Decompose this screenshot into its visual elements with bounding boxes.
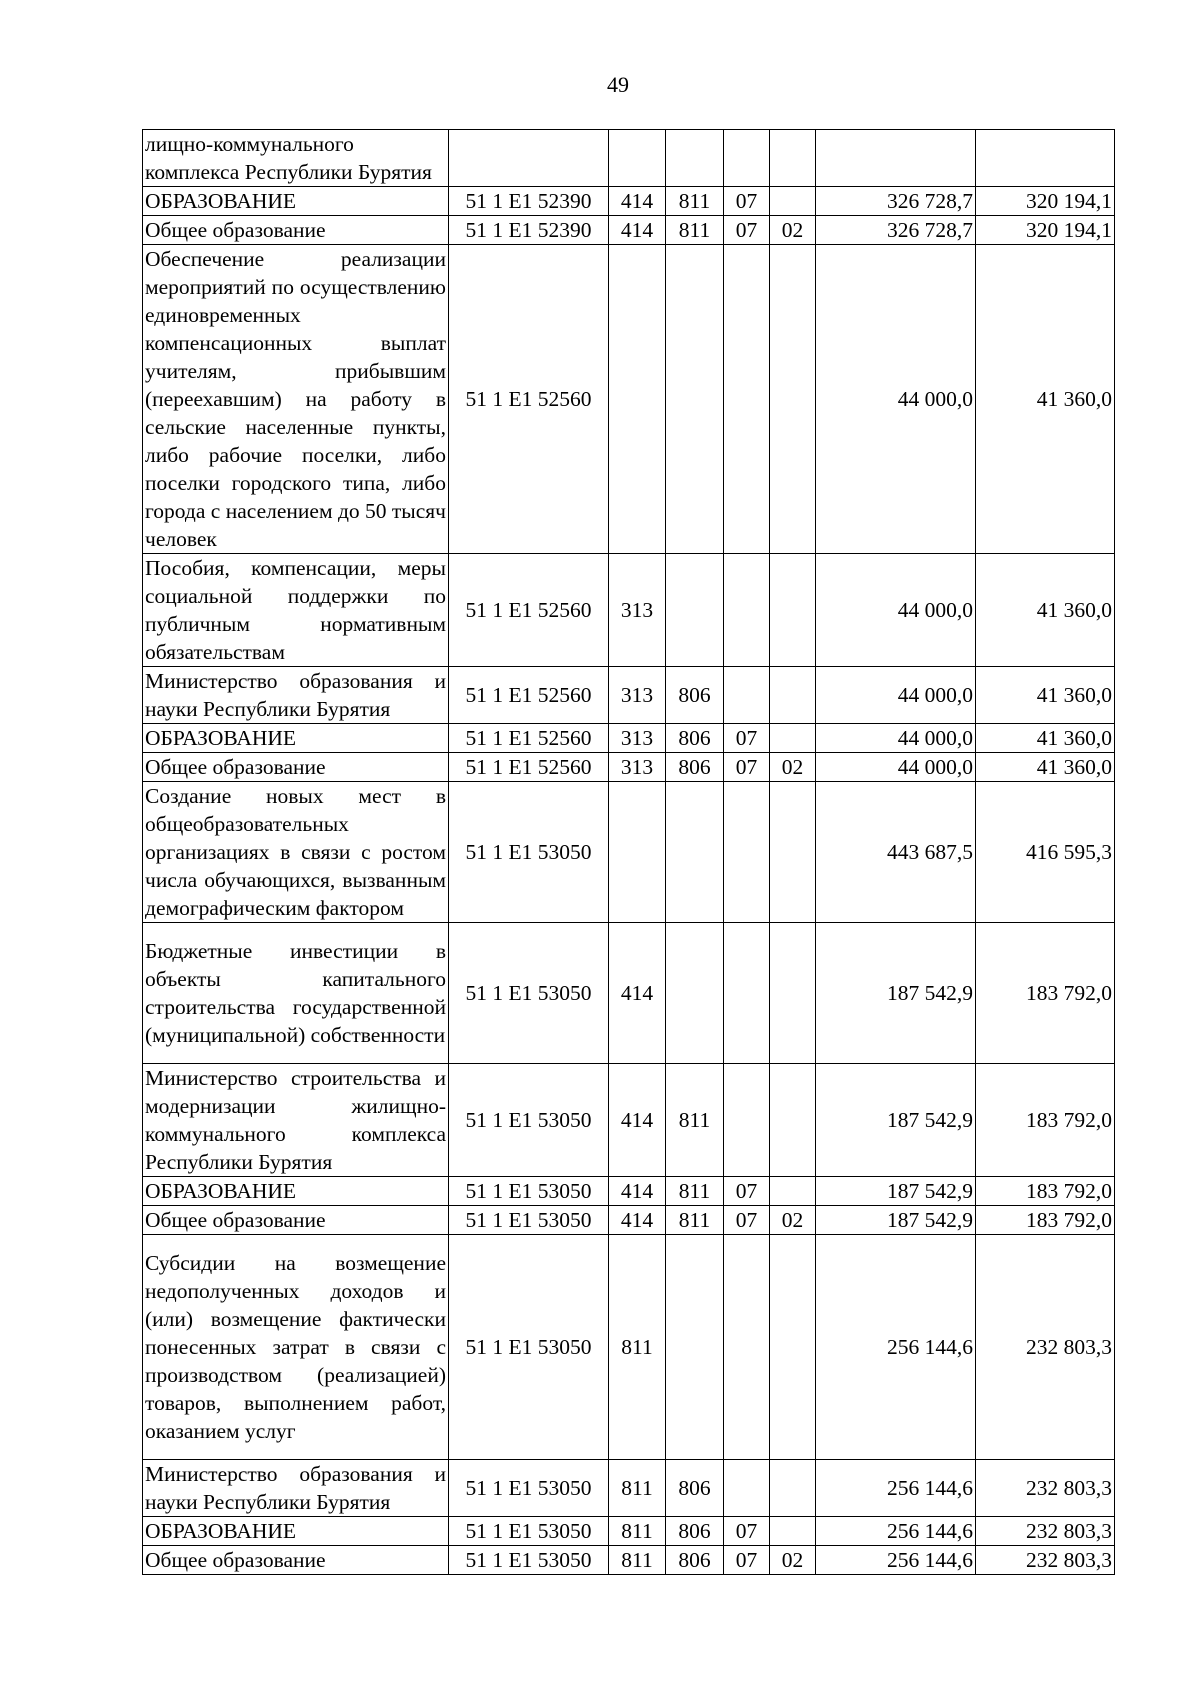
row-rz: 07 — [724, 724, 770, 753]
row-sum2: 41 360,0 — [976, 554, 1115, 667]
row-pr — [770, 923, 816, 1064]
row-csr: 51 1 E1 52560 — [449, 554, 609, 667]
page-number: 49 — [607, 72, 629, 97]
table-row — [143, 923, 1115, 1064]
row-grbs — [666, 782, 724, 923]
budget-table — [142, 129, 1115, 1575]
row-csr: 51 1 E1 53050 — [449, 782, 609, 923]
row-sum1: 44 000,0 — [816, 753, 976, 782]
row-pr: 02 — [770, 1546, 816, 1575]
row-vr — [609, 782, 666, 923]
row-vr: 313 — [609, 554, 666, 667]
row-csr: 51 1 E1 52560 — [449, 753, 609, 782]
row-rz: 07 — [724, 1206, 770, 1235]
row-name: Общее образование — [143, 1206, 449, 1235]
table-row — [143, 554, 1115, 667]
row-sum2: 41 360,0 — [976, 667, 1115, 724]
row-name: Пособия, компенсации, меры социальной поддержки по публичным нормативным обязательствам — [143, 554, 449, 667]
row-grbs: 806 — [666, 1460, 724, 1517]
row-sum1: 187 542,9 — [816, 1177, 976, 1206]
row-sum1: 187 542,9 — [816, 923, 976, 1064]
row-sum2: 183 792,0 — [976, 1206, 1115, 1235]
table-row — [143, 667, 1115, 724]
row-pr — [770, 1517, 816, 1546]
row-name: Министерство образования и науки Республики Бурятия — [143, 1460, 449, 1517]
row-sum1: 44 000,0 — [816, 667, 976, 724]
row-sum2: 41 360,0 — [976, 724, 1115, 753]
row-sum1: 256 144,6 — [816, 1460, 976, 1517]
row-csr — [449, 130, 609, 187]
row-vr: 811 — [609, 1546, 666, 1575]
table-row — [143, 1235, 1115, 1460]
row-rz — [724, 1235, 770, 1460]
row-csr: 51 1 E1 52560 — [449, 724, 609, 753]
row-name: ОБРАЗОВАНИЕ — [143, 1177, 449, 1206]
row-csr: 51 1 E1 52560 — [449, 245, 609, 554]
row-name: Общее образование — [143, 753, 449, 782]
row-pr — [770, 130, 816, 187]
row-rz — [724, 554, 770, 667]
row-csr: 51 1 E1 53050 — [449, 923, 609, 1064]
row-rz: 07 — [724, 1546, 770, 1575]
row-pr — [770, 245, 816, 554]
row-grbs: 811 — [666, 1064, 724, 1177]
row-grbs — [666, 1235, 724, 1460]
table-row — [143, 1546, 1115, 1575]
row-csr: 51 1 E1 52390 — [449, 216, 609, 245]
row-sum2: 320 194,1 — [976, 187, 1115, 216]
row-pr: 02 — [770, 1206, 816, 1235]
row-rz: 07 — [724, 753, 770, 782]
table-row — [143, 724, 1115, 753]
row-grbs: 806 — [666, 753, 724, 782]
row-vr: 313 — [609, 667, 666, 724]
row-rz — [724, 245, 770, 554]
row-sum2: 41 360,0 — [976, 753, 1115, 782]
row-grbs — [666, 554, 724, 667]
row-name: ОБРАЗОВАНИЕ — [143, 1517, 449, 1546]
row-rz — [724, 923, 770, 1064]
row-sum1: 44 000,0 — [816, 245, 976, 554]
row-sum1: 187 542,9 — [816, 1064, 976, 1177]
table-row — [143, 753, 1115, 782]
row-vr — [609, 130, 666, 187]
table-row — [143, 130, 1115, 187]
row-sum2: 232 803,3 — [976, 1235, 1115, 1460]
row-grbs: 806 — [666, 1517, 724, 1546]
row-pr — [770, 782, 816, 923]
row-grbs: 811 — [666, 216, 724, 245]
row-sum1 — [816, 130, 976, 187]
row-sum1: 443 687,5 — [816, 782, 976, 923]
row-vr: 414 — [609, 187, 666, 216]
row-sum2: 416 595,3 — [976, 782, 1115, 923]
row-rz — [724, 1064, 770, 1177]
row-grbs: 811 — [666, 1206, 724, 1235]
row-sum1: 326 728,7 — [816, 216, 976, 245]
row-name: Общее образование — [143, 216, 449, 245]
table-row — [143, 1177, 1115, 1206]
row-grbs — [666, 130, 724, 187]
row-pr: 02 — [770, 753, 816, 782]
row-sum1: 256 144,6 — [816, 1235, 976, 1460]
row-vr: 811 — [609, 1517, 666, 1546]
row-sum1: 44 000,0 — [816, 724, 976, 753]
row-csr: 51 1 E1 53050 — [449, 1235, 609, 1460]
row-sum2: 232 803,3 — [976, 1517, 1115, 1546]
row-grbs: 806 — [666, 724, 724, 753]
row-sum2 — [976, 130, 1115, 187]
row-name: ОБРАЗОВАНИЕ — [143, 187, 449, 216]
row-name: Субсидии на возмещение недополученных доходов и (или) возмещение фактически понесенных затрат в связи с производством (реализацией) товаров, выполнением работ, оказанием услуг — [143, 1235, 449, 1460]
row-name: Бюджетные инвестиции в объекты капитального строительства государственной (муниципальной) собственности — [143, 923, 449, 1064]
row-pr — [770, 187, 816, 216]
table-row — [143, 1460, 1115, 1517]
row-rz — [724, 1460, 770, 1517]
row-pr: 02 — [770, 216, 816, 245]
row-rz — [724, 667, 770, 724]
table-row — [143, 1517, 1115, 1546]
row-rz: 07 — [724, 1177, 770, 1206]
row-csr: 51 1 E1 53050 — [449, 1517, 609, 1546]
row-pr — [770, 724, 816, 753]
table-row — [143, 1206, 1115, 1235]
row-rz — [724, 130, 770, 187]
row-sum1: 256 144,6 — [816, 1546, 976, 1575]
row-rz — [724, 782, 770, 923]
row-vr: 414 — [609, 1064, 666, 1177]
row-vr: 414 — [609, 1206, 666, 1235]
row-csr: 51 1 E1 53050 — [449, 1460, 609, 1517]
row-vr: 414 — [609, 1177, 666, 1206]
row-pr — [770, 667, 816, 724]
row-sum1: 44 000,0 — [816, 554, 976, 667]
row-sum2: 232 803,3 — [976, 1546, 1115, 1575]
row-csr: 51 1 E1 53050 — [449, 1177, 609, 1206]
row-name: ОБРАЗОВАНИЕ — [143, 724, 449, 753]
row-grbs — [666, 923, 724, 1064]
row-grbs: 811 — [666, 1177, 724, 1206]
row-grbs: 811 — [666, 187, 724, 216]
row-name: Министерство образования и науки Республики Бурятия — [143, 667, 449, 724]
row-vr: 811 — [609, 1460, 666, 1517]
row-sum1: 256 144,6 — [816, 1517, 976, 1546]
row-csr: 51 1 E1 53050 — [449, 1064, 609, 1177]
row-name: лищно-коммунального комплекса Республики Бурятия — [143, 130, 449, 187]
row-vr: 313 — [609, 724, 666, 753]
row-csr: 51 1 E1 53050 — [449, 1546, 609, 1575]
row-pr — [770, 554, 816, 667]
row-grbs: 806 — [666, 667, 724, 724]
row-vr: 811 — [609, 1235, 666, 1460]
table-row — [143, 245, 1115, 554]
table-row — [143, 1064, 1115, 1177]
row-sum1: 326 728,7 — [816, 187, 976, 216]
row-pr — [770, 1235, 816, 1460]
row-name: Создание новых мест в общеобразовательных организациях в связи с ростом числа обучающихся, вызванным демографическим фактором — [143, 782, 449, 923]
row-vr — [609, 245, 666, 554]
row-name: Общее образование — [143, 1546, 449, 1575]
row-pr — [770, 1460, 816, 1517]
row-name: Министерство строительства и модернизации жилищно-коммунального комплекса Республики Бурятия — [143, 1064, 449, 1177]
row-sum2: 183 792,0 — [976, 923, 1115, 1064]
row-grbs — [666, 245, 724, 554]
row-pr — [770, 1177, 816, 1206]
row-vr: 414 — [609, 923, 666, 1064]
row-sum2: 232 803,3 — [976, 1460, 1115, 1517]
row-sum2: 41 360,0 — [976, 245, 1115, 554]
row-sum2: 183 792,0 — [976, 1177, 1115, 1206]
row-grbs: 806 — [666, 1546, 724, 1575]
row-sum1: 187 542,9 — [816, 1206, 976, 1235]
table-row — [143, 216, 1115, 245]
row-rz: 07 — [724, 187, 770, 216]
row-csr: 51 1 E1 53050 — [449, 1206, 609, 1235]
row-sum2: 320 194,1 — [976, 216, 1115, 245]
row-vr: 313 — [609, 753, 666, 782]
row-sum2: 183 792,0 — [976, 1064, 1115, 1177]
row-csr: 51 1 E1 52560 — [449, 667, 609, 724]
row-name: Обеспечение реализации мероприятий по осуществлению единовременных компенсационных выплат учителям, прибывшим (переехавшим) на работу в сельские населенные пункты, либо рабочие поселки, либо поселки городского типа, либо города с населением до 50 тысяч человек — [143, 245, 449, 554]
row-rz: 07 — [724, 216, 770, 245]
table-row — [143, 782, 1115, 923]
row-vr: 414 — [609, 216, 666, 245]
row-csr: 51 1 E1 52390 — [449, 187, 609, 216]
row-pr — [770, 1064, 816, 1177]
table-row — [143, 187, 1115, 216]
row-rz: 07 — [724, 1517, 770, 1546]
